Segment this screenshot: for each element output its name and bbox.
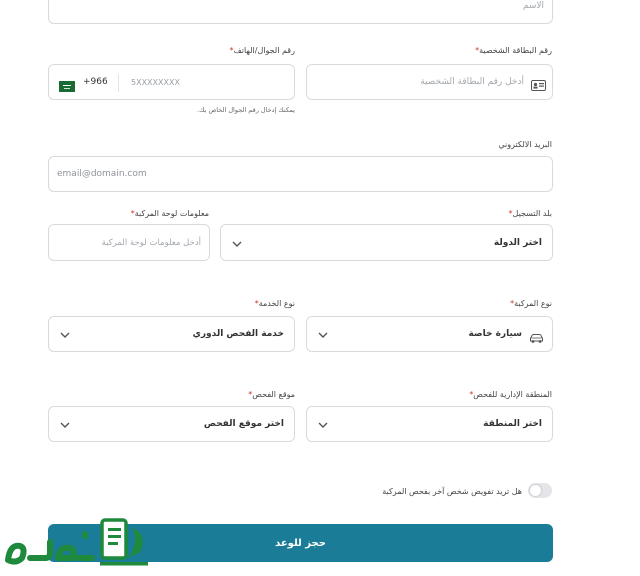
plate-info-label: معلومات لوحة المركبة*	[130, 209, 209, 218]
registration-country-value: اختر الدولة	[493, 238, 542, 248]
phone-placeholder: 5XXXXXXXX	[131, 78, 180, 87]
delegate-toggle[interactable]	[528, 483, 552, 498]
phone-field[interactable]	[48, 64, 295, 100]
phone-divider	[118, 74, 119, 92]
name-placeholder: الاسم	[522, 1, 544, 11]
location-label: موقع الفحص*	[248, 390, 295, 399]
name-field[interactable]	[48, 0, 553, 24]
region-select[interactable]	[306, 406, 553, 442]
vehicle-type-select[interactable]	[306, 316, 553, 352]
phone-hint: يمكنك إدخال رقم الجوال الخاص بك.	[197, 106, 295, 114]
region-label: المنطقة الإدارية للفحص*	[469, 390, 552, 399]
watermark-logo	[0, 512, 158, 572]
email-field[interactable]	[48, 156, 553, 192]
email-label: البريد الالكتروني	[498, 140, 552, 149]
chevron-down-icon	[317, 421, 329, 429]
toggle-knob	[530, 485, 541, 496]
service-type-label: نوع الخدمة*	[254, 299, 295, 308]
plate-info-placeholder: أدخل معلومات لوحة المركبة	[101, 238, 201, 248]
id-number-label: رقم البطاقة الشخصية*	[475, 46, 552, 55]
chevron-down-icon	[317, 331, 329, 339]
vehicle-type-label: نوع المركبة*	[510, 299, 552, 308]
chevron-down-icon	[231, 240, 243, 248]
service-type-value: خدمة الفحص الدوري	[192, 329, 284, 339]
id-number-placeholder: أدخل رقم البطاقة الشخصية	[420, 77, 524, 87]
registration-country-select[interactable]	[220, 224, 553, 261]
service-type-select[interactable]	[48, 316, 295, 352]
country-code[interactable]: +966	[83, 77, 108, 87]
vehicle-type-value: سيارة خاصة	[468, 329, 522, 339]
phone-label: رقم الجوال/الهاتف*	[229, 46, 295, 55]
location-select[interactable]	[48, 406, 295, 442]
location-value: اختر موقع الفحص	[203, 419, 284, 429]
email-placeholder: email@domain.com	[57, 169, 147, 179]
id-number-field[interactable]	[306, 64, 553, 100]
car-icon	[529, 329, 544, 348]
saudi-flag-icon	[59, 77, 75, 96]
chevron-down-icon	[59, 421, 71, 429]
region-value: اختر المنطقة	[483, 419, 542, 429]
registration-country-label: بلد التسجيل*	[508, 209, 552, 218]
book-appointment-button[interactable]: حجز للوعد	[48, 524, 553, 562]
id-card-icon	[531, 76, 546, 95]
plate-info-field[interactable]	[48, 224, 210, 261]
chevron-down-icon	[59, 331, 71, 339]
delegate-label: هل تريد تفويض شخص آخر بفحص المركبة	[382, 487, 522, 496]
